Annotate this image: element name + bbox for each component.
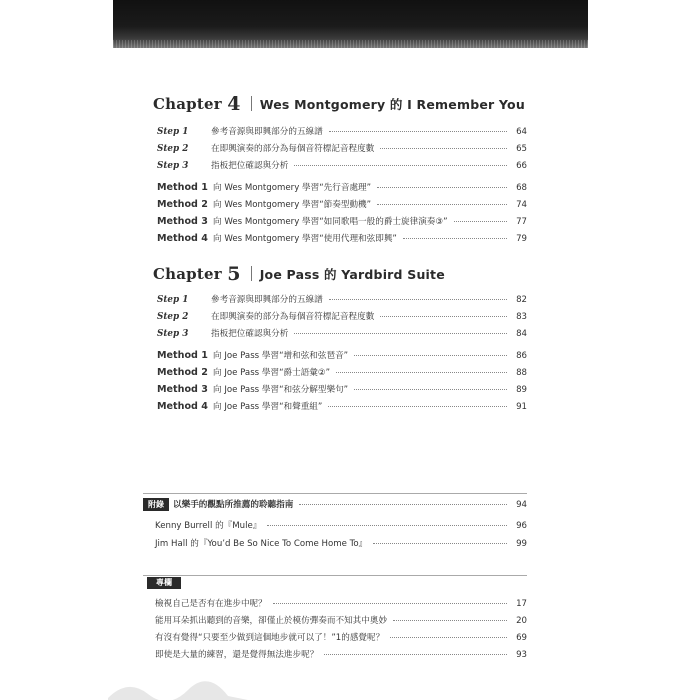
- entry-label: Step 1: [157, 295, 189, 305]
- entry-text: 即使是大量的練習，還是覺得無法進步呢？: [155, 650, 319, 660]
- entry-text: Jim Hall 的『You’d Be So Nice To Come Home To』: [155, 539, 368, 549]
- leader-dots: [390, 637, 507, 638]
- section-divider: [143, 493, 527, 494]
- entry-label: Method 4: [157, 401, 208, 412]
- entry-label: Step 3: [157, 161, 189, 171]
- leader-dots: [454, 221, 507, 222]
- leader-dots: [299, 504, 507, 505]
- entry-text: Kenny Burrell 的『Mule』: [155, 521, 262, 531]
- entry-page: 88: [516, 368, 527, 378]
- entry-label: Method 4: [157, 233, 208, 244]
- leader-dots: [354, 355, 507, 356]
- entry-text: 指板把位確認與分析: [211, 329, 289, 339]
- appendix-heading[interactable]: [143, 498, 527, 512]
- chapter-label: Chapter: [153, 95, 222, 113]
- entry-text: 向 Joe Pass 學習“和弦分解型樂句”: [213, 385, 349, 395]
- leader-dots: [329, 299, 507, 300]
- chapter-number: 4: [227, 93, 241, 115]
- entry-page: 99: [516, 539, 527, 549]
- entry-text: 向 Wes Montgomery 學習“使用代理和弦即興”: [213, 234, 397, 244]
- entry-page: 86: [516, 351, 527, 361]
- entry-label: Step 2: [157, 144, 189, 154]
- chapter-divider: [251, 96, 252, 111]
- leader-dots: [377, 204, 507, 205]
- entry-text: 指板把位確認與分析: [211, 161, 289, 171]
- toc-entry[interactable]: [157, 310, 527, 324]
- entry-page: 77: [516, 217, 527, 227]
- chapter-label: Chapter: [153, 265, 222, 283]
- header-photo-band: [113, 0, 588, 48]
- toc-entry[interactable]: [157, 198, 527, 212]
- entry-page: 69: [516, 633, 527, 643]
- leader-dots: [336, 372, 507, 373]
- entry-label: Method 3: [157, 216, 208, 227]
- column-tag: 專欄: [147, 577, 181, 589]
- entry-text: 向 Joe Pass 學習“增和弦和弦琶音”: [213, 351, 349, 361]
- entry-text: 向 Joe Pass 學習“爵士語彙②”: [213, 368, 331, 378]
- appendix-title: 以樂手的觀點所推薦的聆聽指南: [173, 500, 294, 510]
- toc-entry[interactable]: [157, 400, 527, 414]
- toc-entry[interactable]: [155, 537, 527, 551]
- leader-dots: [329, 131, 507, 132]
- chapter-title: Wes Montgomery 的 I Remember You: [259, 97, 525, 112]
- toc-entry[interactable]: [157, 232, 527, 246]
- entry-label: Method 1: [157, 350, 208, 361]
- leader-dots: [294, 165, 507, 166]
- entry-page: 82: [516, 295, 527, 305]
- entry-text: 有沒有覺得“只要至少做到這個地步就可以了！”1的感覺呢？: [155, 633, 385, 643]
- entry-page: 83: [516, 312, 527, 322]
- entry-text: 檢視自己是否有在進步中呢？: [155, 599, 267, 609]
- toc-entry[interactable]: [155, 614, 527, 628]
- toc-entry[interactable]: [157, 383, 527, 397]
- entry-text: 參考音源與即興部分的五線譜: [211, 127, 323, 137]
- chapter-divider: [251, 266, 252, 281]
- toc-entry[interactable]: [157, 125, 527, 139]
- entry-page: 93: [516, 650, 527, 660]
- leader-dots: [380, 316, 507, 317]
- leader-dots: [393, 620, 507, 621]
- appendix-tag: 附錄: [143, 498, 169, 511]
- entry-label: Method 1: [157, 182, 208, 193]
- entry-text: 在即興演奏的部分為每個音符標記音程度數: [211, 144, 375, 154]
- entry-label: Step 3: [157, 329, 189, 339]
- entry-text: 向 Wes Montgomery 學習“節奏型動機”: [213, 200, 372, 210]
- entry-label: Method 3: [157, 384, 208, 395]
- toc-entry[interactable]: [155, 597, 527, 611]
- chapter-title: Joe Pass 的 Yardbird Suite: [259, 267, 445, 282]
- leader-dots: [373, 543, 507, 544]
- leader-dots: [324, 654, 507, 655]
- entry-page: 94: [516, 500, 527, 510]
- entry-page: 66: [516, 161, 527, 171]
- toc-entry[interactable]: [157, 349, 527, 363]
- chapter-number: 5: [227, 263, 241, 285]
- leader-dots: [380, 148, 507, 149]
- toc-entry[interactable]: [155, 519, 527, 533]
- section-divider: [143, 575, 527, 576]
- toc-entry[interactable]: [157, 293, 527, 307]
- entry-text: 向 Wes Montgomery 學習“如同歌唱一般的爵士旋律演奏③”: [213, 217, 448, 227]
- faded-decoration: [108, 676, 248, 700]
- entry-label: Step 2: [157, 312, 189, 322]
- toc-entry[interactable]: [157, 366, 527, 380]
- leader-dots: [267, 525, 507, 526]
- entry-text: 向 Joe Pass 學習“和聲重組”: [213, 402, 323, 412]
- entry-text: 能用耳朵抓出聽到的音樂，卻僅止於模仿彈奏而不知其中奧妙: [155, 616, 388, 626]
- entry-label: Step 1: [157, 127, 189, 137]
- leader-dots: [377, 187, 507, 188]
- entry-text: 在即興演奏的部分為每個音符標記音程度數: [211, 312, 375, 322]
- leader-dots: [294, 333, 507, 334]
- toc-entry[interactable]: [155, 648, 527, 662]
- entry-text: 向 Wes Montgomery 學習“先行音處理”: [213, 183, 372, 193]
- chapter-5-heading[interactable]: [153, 262, 445, 284]
- toc-entry[interactable]: [157, 159, 527, 173]
- entry-label: Method 2: [157, 367, 208, 378]
- toc-entry[interactable]: [157, 327, 527, 341]
- entry-page: 89: [516, 385, 527, 395]
- entry-text: 參考音源與即興部分的五線譜: [211, 295, 323, 305]
- entry-page: 64: [516, 127, 527, 137]
- entry-page: 20: [516, 616, 527, 626]
- entry-page: 84: [516, 329, 527, 339]
- leader-dots: [354, 389, 507, 390]
- entry-page: 91: [516, 402, 527, 412]
- entry-page: 79: [516, 234, 527, 244]
- leader-dots: [328, 406, 507, 407]
- toc-entry[interactable]: [157, 181, 527, 195]
- leader-dots: [273, 603, 507, 604]
- toc-entry[interactable]: [155, 631, 527, 645]
- toc-entry[interactable]: [157, 215, 527, 229]
- entry-page: 68: [516, 183, 527, 193]
- leader-dots: [403, 238, 507, 239]
- entry-page: 96: [516, 521, 527, 531]
- toc-entry[interactable]: [157, 142, 527, 156]
- entry-label: Method 2: [157, 199, 208, 210]
- entry-page: 74: [516, 200, 527, 210]
- chapter-4-heading[interactable]: [153, 92, 525, 114]
- entry-page: 17: [516, 599, 527, 609]
- entry-page: 65: [516, 144, 527, 154]
